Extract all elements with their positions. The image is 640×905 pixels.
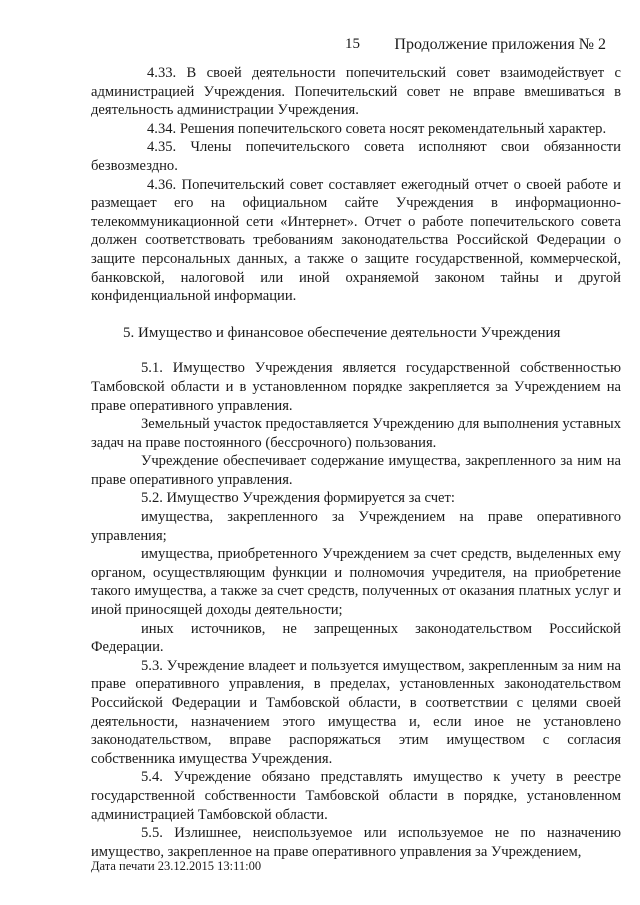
paragraph-land-plot: Земельный участок предоставляется Учреждению для выполнения уставных задач на праве постоянного (бессрочного) пользования. [91,416,621,451]
paragraph-5-5: 5.5. Излишнее, неиспользуемое или используемое не по назначению имущество, закрепленное на праве оперативного управления за Учреждением, [91,825,621,860]
document-body [91,64,621,861]
paragraph-5-3: 5.3. Учреждение владеет и пользуется имуществом, закрепленным за ним на праве оперативного управления, в пределах, установленных законодательством Российской Федерации и Тамбовской области, в соответствии с целями своей деятельности, назначением этого имущества и, если иное не установлено законодательством, вправе распоряжаться этим имуществом с согласия собственника имущества Учреждения. [91,657,621,767]
paragraph-4-34: 4.34. Решения попечительского совета носят рекомендательный характер. [147,120,607,137]
paragraph-5-1: 5.1. Имущество Учреждения является государственной собственностью Тамбовской области и в установленном порядке закрепляется за Учреждением на праве оперативного управления. [91,360,621,414]
paragraph-5-4: 5.4. Учреждение обязано представлять имущество к учету в реестре государственной собственности Тамбовской области в порядке, установленном администрацией Тамбовской области. [91,769,621,823]
paragraph-4-35: 4.35. Члены попечительского совета исполняют свои обязанности безвозмездно. [91,139,621,174]
list-item-other-sources: иных источников, не запрещенных законодательством Российской Федерации. [91,620,621,656]
list-item-acquired-property: имущества, приобретенного Учреждением за счет средств, выделенных ему органом, осуществляющим функции и полномочия учредителя, на приобретение такого имущества, а также за счет средств, полученных от оказания платных услуг и иной приносящей доходы деятельности; [91,546,621,619]
section-heading: 5. Имущество и финансовое обеспечение деятельности Учреждения [123,324,561,341]
appendix-label: Продолжение приложения № 2 [394,36,606,53]
paragraph-5-2: 5.2. Имущество Учреждения формируется за счет: [141,490,455,507]
paragraph-maintenance: Учреждение обеспечивает содержание имущества, закрепленного за ним на праве оперативного управления. [91,453,621,488]
paragraph-4-36: 4.36. Попечительский совет составляет ежегодный отчет о своей работе и размещает его на официальном сайте Учреждения в информационно-телекоммуникационной сети «Интернет». Отчет о работе попечительского совета должен соответствовать требованиям законодательства Российской Федерации о защите персональных данных, а также о защите государственной, коммерческой, банковской, налоговой или иной охраняемой законом тайны и другой конфиденциальной информации. [91,176,621,305]
paragraph-4-33: 4.33. В своей деятельности попечительский совет взаимодействует с администрацией Учреждения. Попечительский совет не вправе вмешиваться в деятельность администрации Учреждения. [91,65,621,119]
list-item-assigned-property: имущества, закрепленного за Учреждением на праве оперативного управления; [91,509,621,544]
page-number: 15 [345,36,360,52]
print-date: Дата печати 23.12.2015 13:11:00 [91,859,262,873]
page-header [0,36,640,58]
